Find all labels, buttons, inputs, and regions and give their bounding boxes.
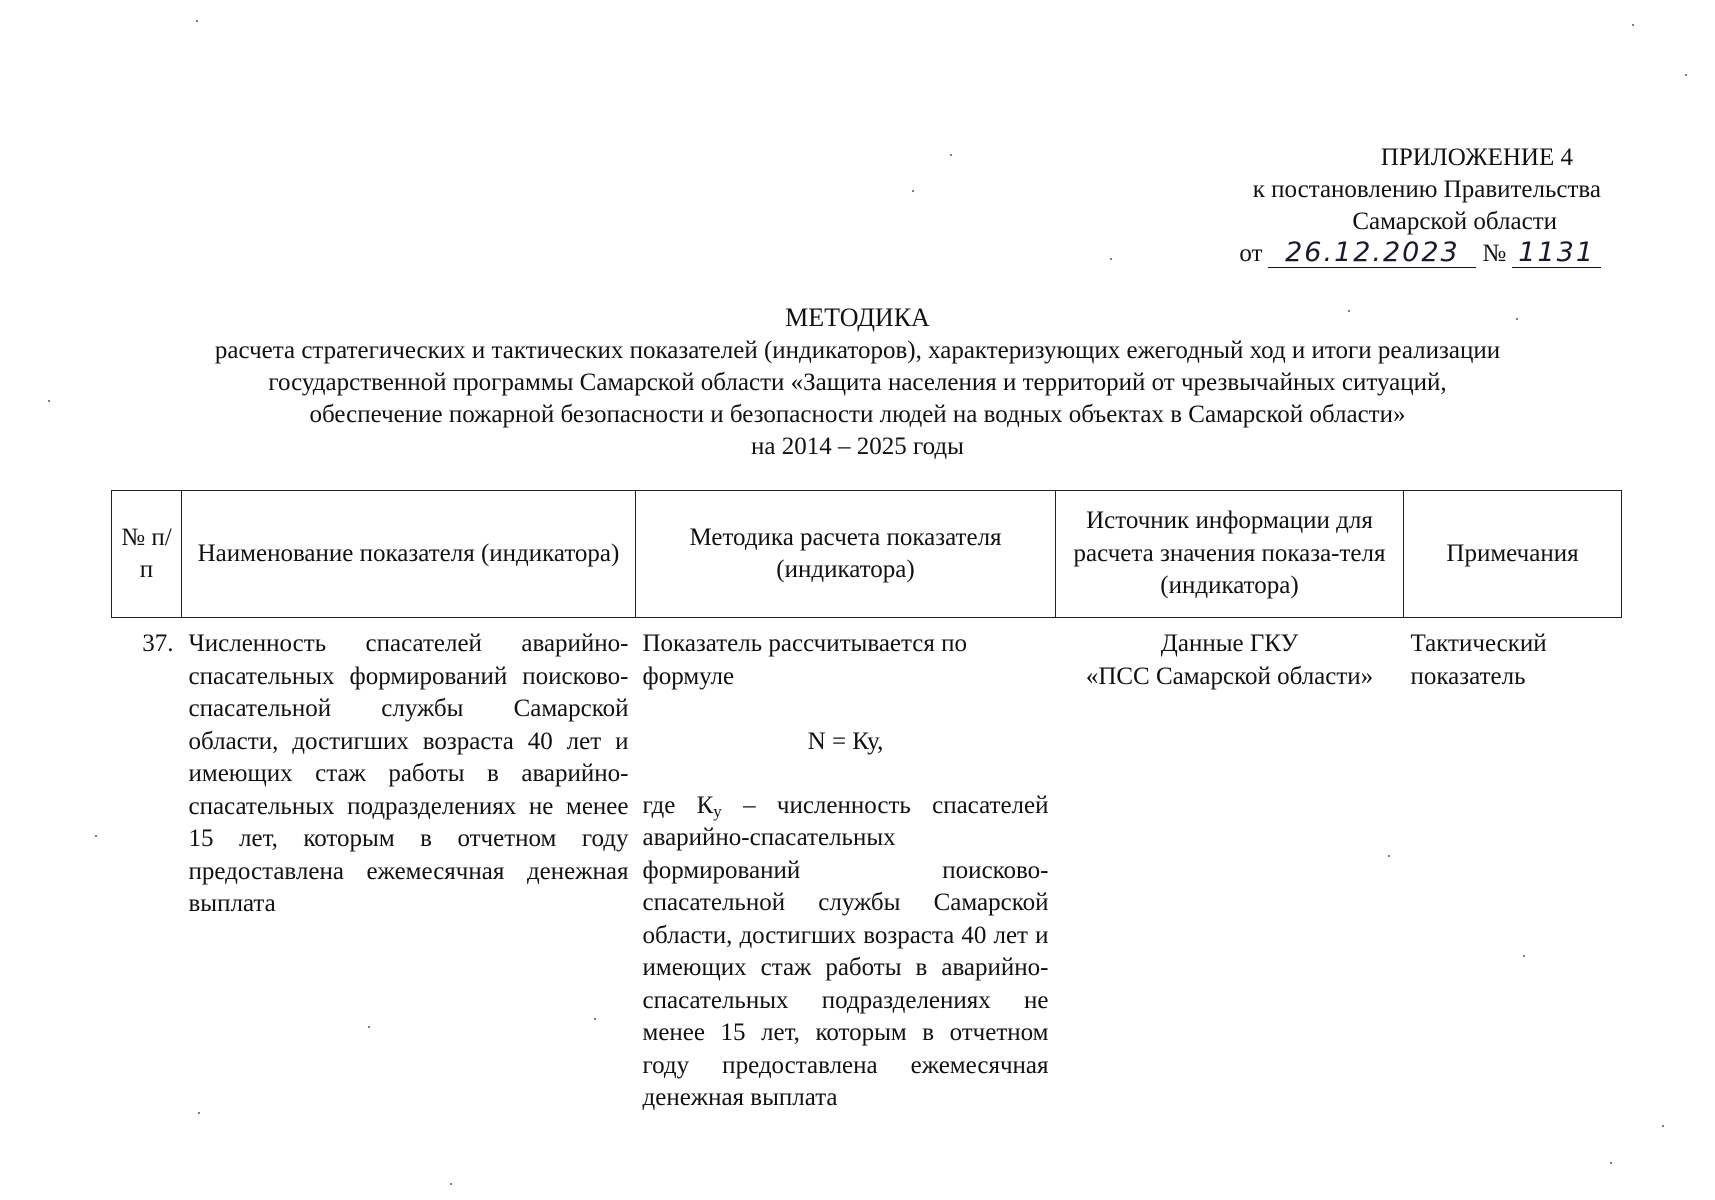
method-intro: Показатель рассчитывается по формуле (642, 630, 967, 690)
title-line-2: государственной программы Самарской области «Защита населения и территорий от чрезвычайных ситуаций, (268, 369, 1447, 396)
header-num: № п/п (112, 491, 182, 618)
indicators-table-wrap (111, 490, 1621, 1115)
appendix-region-line: Самарской области (1352, 208, 1557, 235)
appendix-resolution-line: к постановлению Правительства (1252, 176, 1601, 203)
scan-speck (1110, 258, 1112, 260)
scan-speck (1632, 24, 1634, 26)
scan-speck (912, 190, 914, 192)
title-line-3: обеспечение пожарной безопасности и безопасности людей на водных объектах в Самарской области» (309, 401, 1406, 428)
method-where-text: – численность спасателей аварийно-спасательных формирований поисково-спасательной службы Самарской области, достигших возраста 40 лет и имеющих стаж работы в аварийно-спасательных подразделениях не менее 15 лет, которым в отчетном году предоставлена ежемесячная денежная выплата (642, 791, 1049, 1111)
scan-speck (1348, 310, 1350, 312)
scan-speck (1685, 74, 1687, 76)
scan-speck (450, 1183, 452, 1185)
table-header-row (112, 491, 1622, 618)
row-calculation-method (636, 618, 1056, 1115)
scan-speck (1662, 1125, 1664, 1127)
scan-speck (1523, 955, 1525, 957)
scan-speck (48, 400, 50, 402)
handwritten-date: 26.12.2023 (1268, 239, 1476, 268)
document-title-block (0, 302, 1715, 463)
scan-speck (95, 835, 97, 837)
scan-speck (368, 1026, 370, 1028)
header-calculation-method: Методика расчета показателя (индикатора) (636, 491, 1056, 618)
row-indicator-name: Численность спасателей аварийно-спасательных формирований поисково-спасательной службы Самарской области, достигших возраста 40 лет и имеющих стаж работы в аварийно-спасательных подразделениях не менее 15 лет, которым в отчетном году предоставлена ежемесячная денежная выплата (188, 630, 629, 917)
header-indicator-name: Наименование показателя (индикатора) (182, 491, 636, 618)
scan-speck (1516, 318, 1518, 320)
scan-speck (198, 1112, 200, 1114)
appendix-title: ПРИЛОЖЕНИЕ 4 (1380, 144, 1573, 171)
method-explanation (643, 790, 1049, 1115)
indicators-table (111, 490, 1622, 1115)
source-line-2: «ПСС Самарской области» (1085, 662, 1374, 690)
row-information-source (1056, 618, 1404, 1115)
appendix-date-line (1239, 238, 1601, 270)
document-title: МЕТОДИКА (785, 303, 930, 332)
header-information-source: Источник информации для расчета значения показа-теля (индикатора) (1056, 491, 1404, 618)
row-notes: Тактический показатель (1410, 630, 1547, 690)
date-prefix: от (1239, 240, 1263, 267)
method-formula: N = Ку, (807, 728, 884, 755)
source-line-1: Данные ГКУ (1160, 630, 1299, 657)
scan-speck (196, 20, 198, 22)
scan-speck (1388, 855, 1390, 857)
table-row (112, 618, 1622, 1115)
method-where-prefix: где К (642, 791, 714, 819)
row-number: 37. (142, 630, 174, 657)
title-line-4: на 2014 – 2025 годы (751, 433, 964, 460)
title-line-1: расчета стратегических и тактических показателей (индикаторов), характеризующих ежегодный ход и итоги реализации (214, 337, 1501, 364)
scan-speck (1610, 1162, 1612, 1164)
scan-speck (950, 154, 952, 156)
scan-speck (594, 1018, 596, 1020)
appendix-header (1239, 142, 1601, 270)
number-prefix: № (1482, 240, 1507, 267)
method-where-subscript: у (713, 801, 722, 821)
handwritten-number: 1131 (1512, 239, 1601, 268)
header-notes: Примечания (1404, 491, 1622, 618)
